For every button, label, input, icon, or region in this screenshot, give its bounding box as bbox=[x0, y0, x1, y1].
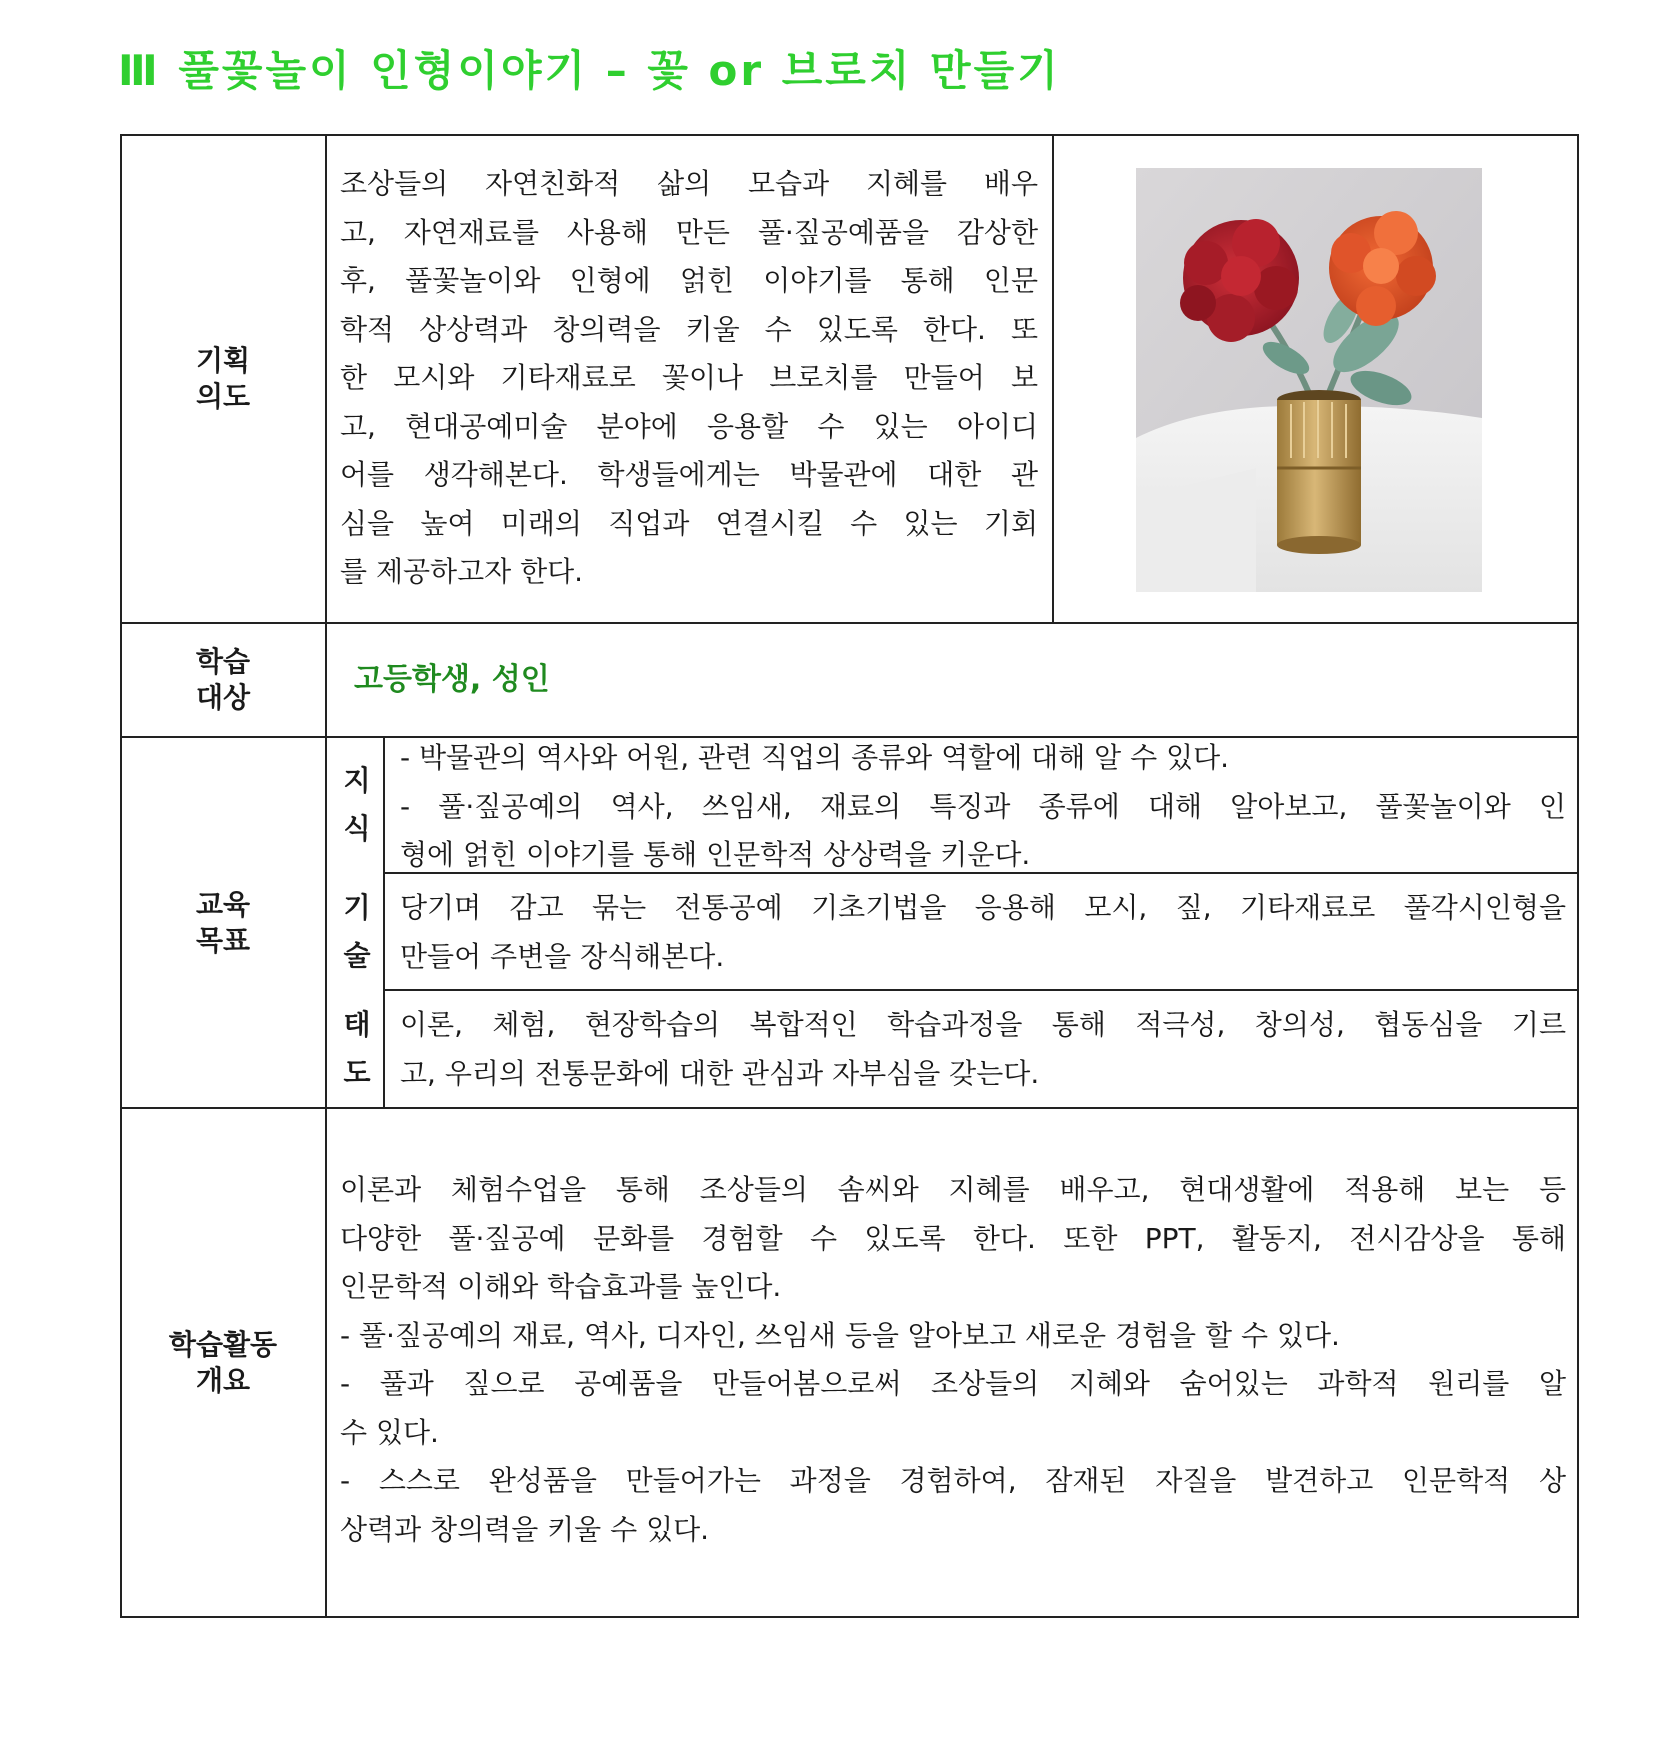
attitude-label bbox=[330, 991, 384, 1107]
target-header bbox=[120, 624, 326, 736]
table-border-right bbox=[1577, 134, 1579, 1618]
activity-text bbox=[340, 1166, 1566, 1554]
intent-line: 고, 현대공예미술 분야에 응용할 수 있는 아이디 bbox=[340, 409, 1038, 443]
intent-header-line-2: 의도 bbox=[195, 380, 251, 413]
goals-header-line-2: 목표 bbox=[195, 923, 251, 957]
knowledge-line: - 풀·짚공예의 역사, 쓰임새, 재료의 특징과 종류에 대해 알아보고, 풀꽃놀이와 인 bbox=[400, 789, 1566, 823]
photo-column-divider bbox=[1052, 134, 1054, 624]
knowledge-label-char: 식 bbox=[343, 812, 371, 845]
intent-header bbox=[120, 136, 326, 622]
row-divider-intent bbox=[120, 622, 1579, 624]
target-header-line-1: 학습 bbox=[195, 645, 251, 678]
flower-photo bbox=[1136, 168, 1482, 592]
skill-label-char: 술 bbox=[343, 938, 371, 972]
knowledge-text bbox=[400, 734, 1566, 880]
goals-header-line-1: 교육 bbox=[195, 887, 251, 921]
activity-header-line-1: 학습활동 bbox=[168, 1327, 278, 1361]
skill-text bbox=[400, 884, 1566, 981]
intent-line: 어를 생각해본다. 학생들에게는 박물관에 대한 관 bbox=[340, 458, 1038, 491]
row-divider-goals bbox=[120, 1107, 1579, 1109]
skill-line: 만들어 주변을 장식해본다. bbox=[400, 939, 725, 973]
intent-line: 고, 자연재료를 사용해 만든 풀·짚공예품을 감상한 bbox=[340, 215, 1038, 249]
intent-header-line-1: 기획 bbox=[195, 344, 251, 377]
table-border-top bbox=[120, 134, 1579, 136]
activity-line: - 풀·짚공예의 재료, 역사, 디자인, 쓰임새 등을 알아보고 새로운 경험을 할 수 있다. bbox=[340, 1318, 1340, 1352]
flower-photo-illustration bbox=[1136, 168, 1482, 592]
attitude-label-char: 도 bbox=[343, 1056, 371, 1089]
goals-header bbox=[120, 738, 326, 1107]
intent-text bbox=[340, 160, 1038, 597]
activity-line: 이론과 체험수업을 통해 조상들의 솜씨와 지혜를 배우고, 현대생활에 적용해 보는 등 bbox=[340, 1173, 1566, 1206]
knowledge-label-char: 지 bbox=[343, 764, 371, 797]
intent-line: 후, 풀꽃놀이와 인형에 얽힌 이야기를 통해 인문 bbox=[340, 264, 1038, 297]
page-title: Ⅲ 풀꽃놀이 인형이야기 – 꽃 or 브로치 만들기 bbox=[118, 46, 1061, 95]
activity-line: - 스스로 완성품을 만들어가는 과정을 경험하여, 잠재된 자질을 발견하고 인문학적 상 bbox=[340, 1464, 1566, 1497]
knowledge-label bbox=[330, 738, 384, 872]
activity-line: 상력과 창의력을 키울 수 있다. bbox=[340, 1512, 710, 1546]
skill-label-char: 기 bbox=[343, 890, 371, 924]
intent-line: 한 모시와 기타재료로 꽃이나 브로치를 만들어 보 bbox=[340, 361, 1038, 394]
intent-line: 를 제공하고자 한다. bbox=[340, 555, 584, 588]
skill-line: 당기며 감고 묶는 전통공예 기초기법을 응용해 모시, 짚, 기타재료로 풀각시인형을 bbox=[400, 891, 1566, 924]
bamboo-vase-icon bbox=[1277, 390, 1361, 554]
activity-line: 다양한 풀·짚공예 문화를 경험할 수 있도록 한다. 또한 PPT, 활동지, 전시감상을 통해 bbox=[340, 1221, 1566, 1255]
activity-line: 인문학적 이해와 학습효과를 높인다. bbox=[340, 1270, 782, 1303]
target-audience: 고등학생, 성인 bbox=[354, 662, 550, 697]
attitude-text bbox=[400, 1001, 1566, 1098]
intent-line: 심을 높여 미래의 직업과 연결시킬 수 있는 기회 bbox=[340, 506, 1038, 540]
table-border-bottom bbox=[120, 1616, 1579, 1618]
attitude-label-char: 태 bbox=[343, 1008, 371, 1041]
target-header-line-2: 대상 bbox=[195, 681, 251, 714]
activity-line: 수 있다. bbox=[340, 1415, 439, 1449]
activity-header-line-2: 개요 bbox=[195, 1363, 251, 1397]
knowledge-line: - 박물관의 역사와 어원, 관련 직업의 종류와 역할에 대해 알 수 있다. bbox=[400, 741, 1230, 774]
activity-line: - 풀과 짚으로 공예품을 만들어봄으로써 조상들의 지혜와 숨어있는 과학적 원리를 알 bbox=[340, 1367, 1566, 1400]
intent-line: 조상들의 자연친화적 삶의 모습과 지혜를 배우 bbox=[340, 167, 1038, 200]
attitude-line: 이론, 체험, 현장학습의 복합적인 학습과정을 통해 적극성, 창의성, 협동심을 기르 bbox=[400, 1008, 1566, 1041]
knowledge-line: 형에 얽힌 이야기를 통해 인문학적 상상력을 키운다. bbox=[400, 838, 1031, 871]
activity-header bbox=[120, 1109, 326, 1616]
skill-label bbox=[330, 874, 384, 989]
intent-line: 학적 상상력과 창의력을 키울 수 있도록 한다. 또 bbox=[340, 312, 1038, 346]
row-divider-skill bbox=[384, 989, 1579, 991]
attitude-line: 고, 우리의 전통문화에 대한 관심과 자부심을 갖는다. bbox=[400, 1056, 1040, 1090]
